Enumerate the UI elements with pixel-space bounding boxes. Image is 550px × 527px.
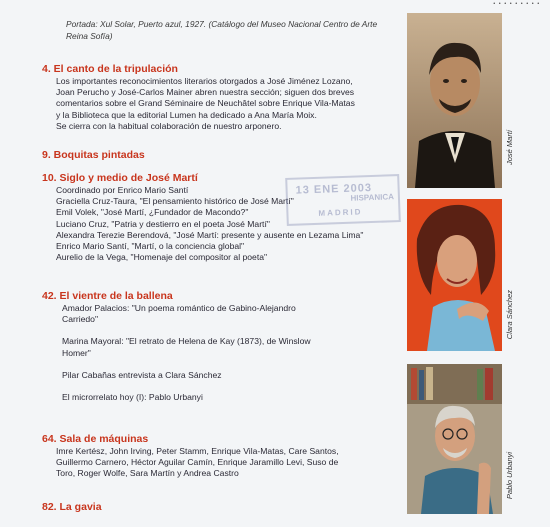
section-boquitas	[42, 148, 402, 162]
photo-caption: Clara Sánchez	[505, 290, 514, 340]
section-el-canto	[42, 62, 402, 132]
section-text-line: Aurelio de la Vega, "Homenaje del compositor al poeta"	[56, 252, 268, 263]
section-text-line: Toro, Roger Wolfe, Sara Martín y Andrea Castro	[56, 468, 239, 479]
section-text-line: Coordinado por Enrico Mario Santí	[56, 185, 189, 195]
section-text-line: y la Biblioteca que la editorial Lumen ha dedicado a Ana María Moix.	[56, 109, 317, 120]
section-text-line: Alexandra Terezie Berendová, "José Martí: presente y ausente en Lezama Lima"	[56, 229, 364, 240]
section-text-line: Luciano Cruz, "Patria y destierro en el poeta José Martí"	[56, 218, 270, 229]
section-title: 42. El vientre de la ballena	[42, 290, 173, 302]
entry-line: Amador Palacios: "Un poema romántico de Gabino-Alejandro	[62, 303, 296, 313]
entry-line: El microrrelato hoy (I): Pablo Urbanyi	[62, 392, 203, 403]
section-text-line: Emil Volek, "José Martí, ¿Fundador de Macondo?"	[56, 207, 249, 218]
section-title: 9. Boquitas pintadas	[42, 149, 145, 161]
stamp-text: MADRID	[318, 207, 363, 218]
section-text-line: Guillermo Carnero, Héctor Aguilar Camín, Enrique Jaramillo Levi, Suso de	[56, 457, 339, 468]
section-text-line: Imre Kertész, John Irving, Peter Stamm, Enrique Vila-Matas, Care Santos,	[56, 446, 339, 456]
section-text-line: comentarios sobre el Grand Séminaire de Neuchâtel sobre Enrique Vila-Matas	[56, 98, 355, 109]
handwritten-header: ·········	[492, 0, 542, 10]
section-text-line: Graciella Cruz-Taura, "El pensamiento histórico de José Martí"	[56, 196, 294, 207]
section-vientre-ballena	[42, 289, 402, 403]
section-la-gavia	[42, 500, 402, 514]
entry-line: Marina Mayoral: "El retrato de Helena de Kay (1873), de Winslow	[62, 336, 311, 347]
library-stamp	[285, 174, 401, 226]
photo-jose-marti	[407, 13, 502, 188]
photo-caption: José Martí	[505, 130, 514, 166]
section-sala-maquinas	[42, 432, 402, 480]
section-title: 82. La gavia	[42, 501, 102, 513]
section-text-line: Los importantes reconocimientos literarios otorgados a José Jiménez Lozano,	[56, 76, 353, 86]
stamp-date: 13 ENE 2003	[295, 181, 373, 197]
entry-line: Homer"	[62, 347, 91, 358]
section-text-line: Enrico Mario Santí, "Martí, o la conciencia global"	[56, 241, 245, 252]
section-title: 10. Siglo y medio de José Martí	[42, 172, 198, 184]
photo-pablo-urbanyi	[407, 364, 502, 514]
stamp-text: HISPANICA	[350, 192, 395, 203]
section-title: 4. El canto de la tripulación	[42, 63, 178, 75]
section-title: 64. Sala de máquinas	[42, 433, 149, 445]
cover-caption: Portada: Xul Solar, Puerto azul, 1927. (Catálogo del Museo Nacional Centro de Arte Reina Sofía)	[66, 19, 378, 41]
photo-clara-sanchez	[407, 199, 502, 351]
photo-caption: Pablo Urbanyi	[505, 452, 514, 500]
section-text-line: Joan Perucho y José-Carlos Mainer abren nuestra sección; siguen dos breves	[56, 87, 355, 98]
section-text-line: Se cierra con la habitual colaboración de nuestro arponero.	[56, 120, 282, 131]
entry-line: Carriedo"	[62, 314, 99, 325]
entry-line: Pilar Cabañas entrevista a Clara Sánchez	[62, 369, 222, 380]
